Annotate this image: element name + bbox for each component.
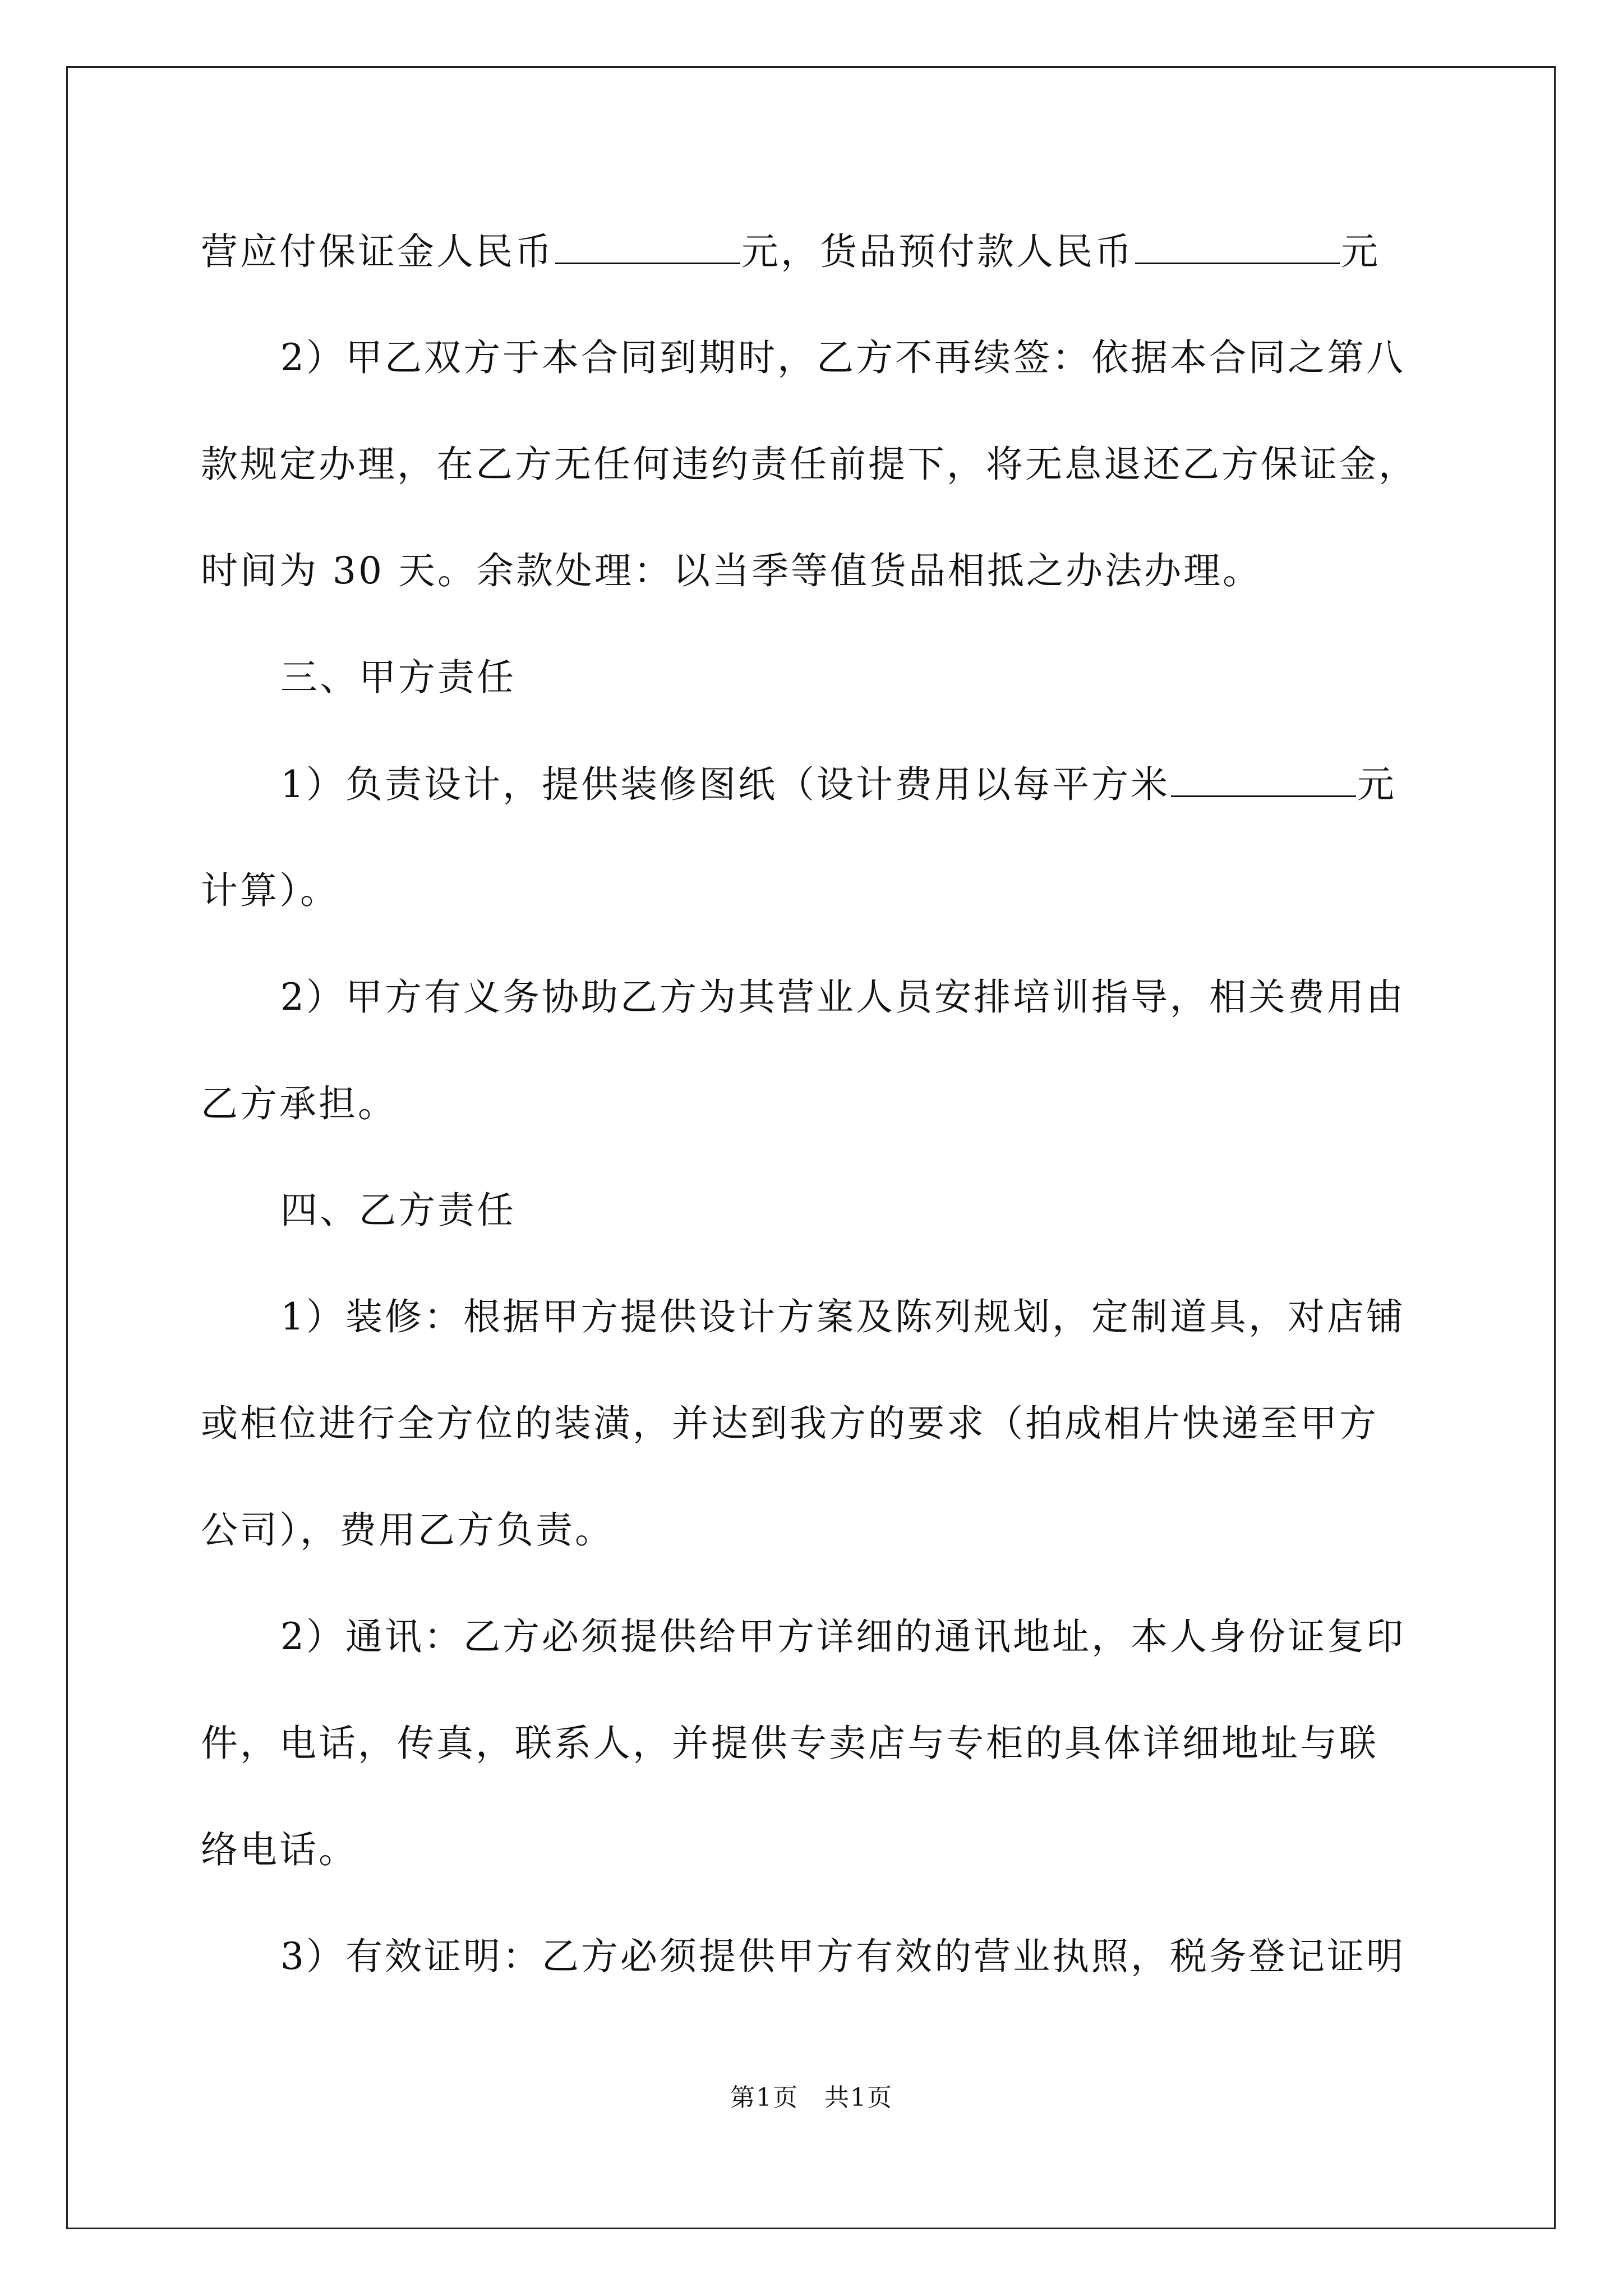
text-segment: 1）负责设计，提供装修图纸（设计费用以每平方米 (280, 763, 1170, 806)
paragraph-line: 2）甲乙双方于本合同到期时，乙方不再续签：依据本合同之第八 (280, 336, 1405, 379)
page-border (66, 66, 1556, 2229)
blank-underline (1171, 762, 1356, 797)
paragraph-line: 公司），费用乙方负责。 (201, 1508, 614, 1552)
paragraph-line: 3）有效证明：乙方必须提供甲方有效的营业执照，税务登记证明 (280, 1935, 1405, 1978)
paragraph-line (201, 229, 1435, 274)
paragraph-line (280, 762, 1514, 807)
paragraph-line: 或柜位进行全方位的装潢，并达到我方的要求（拍成相片快递至甲方 (201, 1402, 1378, 1445)
section-heading: 三、甲方责任 (280, 656, 516, 699)
text-segment: 元 (1357, 763, 1396, 806)
text-segment: 营应付保证金人民币 (201, 230, 554, 273)
page-footer: 第1页 共1页 (730, 2083, 893, 2112)
section-heading: 四、乙方责任 (280, 1189, 516, 1232)
paragraph-line: 计算）。 (201, 869, 339, 912)
blank-underline (1135, 229, 1340, 264)
paragraph-line: 乙方承担。 (201, 1082, 397, 1125)
blank-underline (555, 229, 740, 264)
paragraph-line: 络电话。 (201, 1828, 358, 1871)
paragraph-line: 2）甲方有义务协助乙方为其营业人员安排培训指导，相关费用由 (280, 976, 1405, 1019)
text-segment: 元，货品预付款人民币 (741, 230, 1134, 273)
paragraph-line: 款规定办理，在乙方无任何违约责任前提下，将无息退还乙方保证金， (201, 443, 1418, 486)
paragraph-line: 2）通讯：乙方必须提供给甲方详细的通讯地址，本人身份证复印 (280, 1615, 1405, 1658)
text-segment: 元 (1341, 230, 1380, 273)
paragraph-line: 1）装修：根据甲方提供设计方案及陈列规划，定制道具，对店铺 (280, 1295, 1405, 1338)
paragraph-line: 件，电话，传真，联系人，并提供专卖店与专柜的具体详细地址与联 (201, 1722, 1378, 1765)
paragraph-line: 时间为 30 天。余款处理：以当季等值货品相抵之办法办理。 (201, 549, 1262, 592)
